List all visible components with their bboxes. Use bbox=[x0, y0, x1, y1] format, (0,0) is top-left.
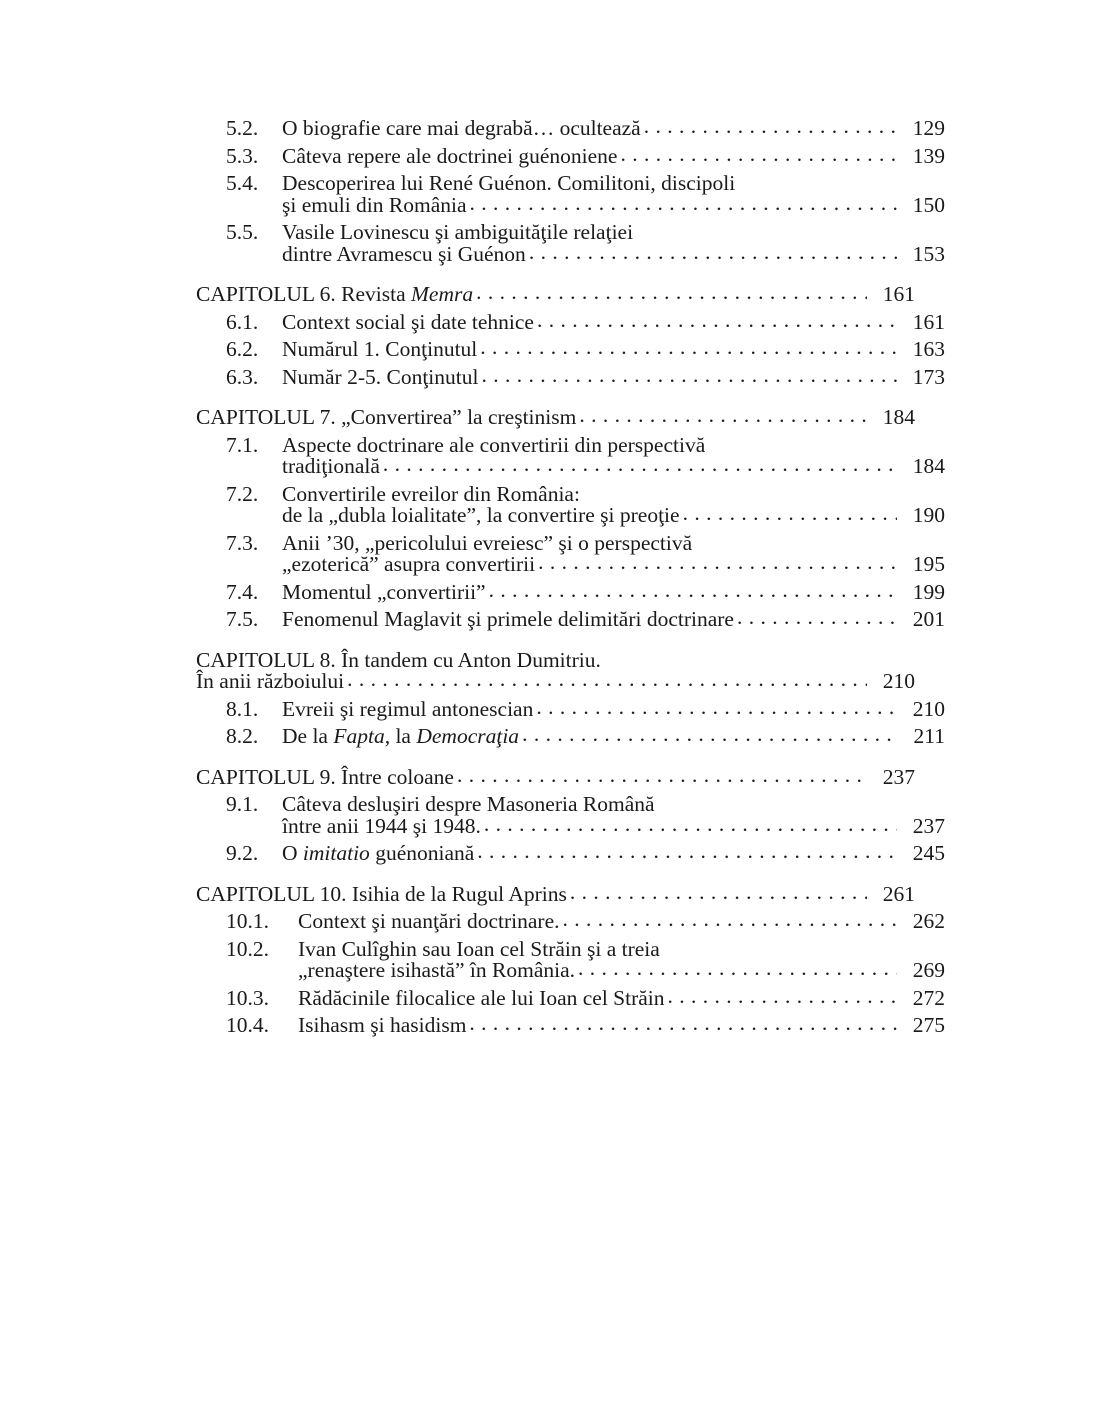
toc-entry-title: tradiţională bbox=[282, 454, 380, 478]
toc-section-entry[interactable] bbox=[196, 841, 945, 865]
toc-line bbox=[196, 936, 945, 961]
toc-section-entry[interactable] bbox=[196, 696, 945, 721]
toc-entry-number: 6.3. bbox=[226, 364, 259, 389]
toc-entry-title: CAPITOLUL 9. Între coloane bbox=[196, 764, 454, 789]
toc-entry-title: Aspecte doctrinare ale convertirii din perspectivă bbox=[282, 432, 706, 457]
toc-line bbox=[196, 579, 945, 604]
toc-section-entry[interactable] bbox=[196, 607, 945, 631]
toc-entry-title: Momentul „convertirii” bbox=[282, 579, 486, 604]
dot-leader bbox=[477, 841, 897, 863]
toc-entry-title: Vasile Lovinescu şi ambiguităţile relaţiei bbox=[282, 220, 634, 244]
toc-section-entry[interactable] bbox=[196, 143, 945, 168]
toc-entry-number: 5.4. bbox=[226, 171, 259, 195]
toc-entry-number: 7.1. bbox=[226, 432, 259, 457]
toc-entry-title: Isihasm şi hasidism bbox=[298, 1013, 467, 1037]
toc-entry-title: Evreii şi regimul antonescian bbox=[282, 696, 534, 721]
toc-page-number: 161 bbox=[882, 282, 915, 306]
toc-page-number: 237 bbox=[912, 813, 945, 838]
toc-line bbox=[196, 284, 915, 306]
toc-section-entry[interactable] bbox=[196, 337, 945, 361]
toc-line bbox=[196, 881, 915, 906]
toc-line bbox=[196, 554, 945, 576]
toc-entry-title: CAPITOLUL 8. În tandem cu Anton Dumitriu. bbox=[196, 647, 601, 672]
dot-leader bbox=[484, 814, 897, 836]
dot-leader bbox=[578, 958, 897, 980]
toc-line bbox=[196, 505, 945, 527]
toc-page-number: 245 bbox=[912, 841, 945, 865]
toc-line bbox=[196, 794, 945, 816]
toc-entry-title: dintre Avramescu şi Guénon bbox=[282, 241, 526, 266]
dot-leader bbox=[570, 882, 867, 904]
toc-entry-title: CAPITOLUL 10. Isihia de la Rugul Aprins bbox=[196, 881, 567, 906]
toc-entry-title: În anii războiului bbox=[196, 669, 345, 693]
dot-leader bbox=[620, 144, 897, 166]
toc-entry-title: CAPITOLUL 6. Revista Memra bbox=[196, 282, 474, 306]
toc-entry-number: 8.1. bbox=[226, 696, 259, 721]
toc-page-number: 199 bbox=[912, 579, 945, 604]
dot-leader bbox=[563, 909, 897, 931]
dot-leader bbox=[469, 1013, 897, 1035]
toc-line bbox=[196, 530, 945, 555]
toc-page-number: 201 bbox=[912, 607, 945, 631]
toc-line bbox=[196, 647, 915, 672]
toc-entry-title: de la „dubla loialitate”, la convertire şi preoţie bbox=[282, 503, 680, 527]
toc-line bbox=[196, 143, 945, 168]
toc-line bbox=[196, 364, 945, 389]
toc-page-number: 163 bbox=[912, 337, 945, 361]
toc-entry-title: „ezoterică” asupra convertirii bbox=[282, 552, 536, 576]
toc-line bbox=[196, 222, 945, 244]
toc-title-italic: Memra bbox=[411, 282, 474, 306]
toc-entry-title: Descoperirea lui René Guénon. Comilitoni, discipoli bbox=[282, 171, 736, 195]
toc-section-entry[interactable] bbox=[196, 936, 945, 982]
toc-line bbox=[196, 432, 945, 457]
toc-chapter-entry[interactable] bbox=[196, 764, 915, 789]
dot-leader bbox=[476, 282, 867, 304]
toc-page-number: 195 bbox=[912, 552, 945, 576]
toc-line bbox=[196, 764, 915, 789]
toc-page-number: 275 bbox=[912, 1013, 945, 1037]
toc-line bbox=[196, 960, 945, 982]
toc-page-number: 129 bbox=[912, 116, 945, 140]
toc-entry-number: 9.1. bbox=[226, 792, 259, 816]
toc-section-entry[interactable] bbox=[196, 432, 945, 478]
toc-entry-title: Număr 2-5. Conţinutul bbox=[282, 364, 479, 389]
dot-leader bbox=[481, 365, 897, 387]
toc-entry-number: 9.2. bbox=[226, 841, 259, 865]
toc-section-entry[interactable] bbox=[196, 724, 945, 748]
toc-page-number: 272 bbox=[912, 985, 945, 1010]
toc-entry-number: 7.2. bbox=[226, 481, 259, 506]
table-of-contents bbox=[196, 116, 945, 1037]
toc-section-entry[interactable] bbox=[196, 985, 945, 1010]
toc-page-number: 139 bbox=[912, 143, 945, 168]
dot-leader bbox=[522, 724, 897, 746]
dot-leader bbox=[538, 552, 897, 574]
dot-leader bbox=[683, 503, 897, 525]
toc-page-number: 184 bbox=[912, 454, 945, 478]
toc-entry-number: 8.2. bbox=[226, 724, 259, 748]
toc-entry-title: De la Fapta, la Democraţia bbox=[282, 724, 520, 748]
toc-line bbox=[196, 339, 945, 361]
toc-section-entry[interactable] bbox=[196, 909, 945, 933]
toc-entry-title: Câteva repere ale doctrinei guénoniene bbox=[282, 143, 618, 168]
toc-section-entry[interactable] bbox=[196, 481, 945, 527]
toc-page-number: 173 bbox=[912, 364, 945, 389]
toc-line bbox=[196, 813, 945, 838]
toc-line bbox=[196, 118, 945, 140]
toc-section-entry[interactable] bbox=[196, 171, 945, 217]
dot-leader bbox=[644, 116, 897, 138]
toc-section-entry[interactable] bbox=[196, 116, 945, 140]
toc-entry-number: 7.3. bbox=[226, 530, 259, 555]
toc-line bbox=[196, 1015, 945, 1037]
toc-page-number: 190 bbox=[912, 503, 945, 527]
toc-section-entry[interactable] bbox=[196, 309, 945, 334]
dot-leader bbox=[529, 242, 897, 264]
toc-line bbox=[196, 192, 945, 217]
toc-entry-title: Context şi nuanţări doctrinare. bbox=[298, 909, 560, 933]
toc-entry-title: Numărul 1. Conţinutul bbox=[282, 337, 478, 361]
toc-line bbox=[196, 671, 915, 693]
toc-entry-title: Ivan Culîghin sau Ioan cel Străin şi a treia bbox=[298, 936, 660, 961]
toc-section-entry[interactable] bbox=[196, 530, 945, 576]
toc-section-entry[interactable] bbox=[196, 792, 945, 838]
toc-chapter-entry[interactable] bbox=[196, 881, 915, 906]
toc-page-number: 262 bbox=[912, 909, 945, 933]
dot-leader bbox=[383, 454, 897, 476]
toc-entry-number: 10.4. bbox=[226, 1013, 269, 1037]
toc-line bbox=[196, 609, 945, 631]
toc-section-entry[interactable] bbox=[196, 364, 945, 389]
toc-line bbox=[196, 726, 945, 748]
toc-page-number: 184 bbox=[882, 405, 915, 429]
dot-leader bbox=[457, 765, 867, 787]
toc-entry-number: 6.1. bbox=[226, 309, 259, 334]
toc-entry-title: între anii 1944 şi 1948. bbox=[282, 813, 481, 838]
toc-entry-title: O biografie care mai degrabă… ocultează bbox=[282, 116, 641, 140]
toc-entry-number: 10.3. bbox=[226, 985, 269, 1010]
dot-leader bbox=[537, 310, 897, 332]
toc-entry-number: 10.1. bbox=[226, 909, 269, 933]
toc-line bbox=[196, 696, 945, 721]
toc-entry-number: 7.5. bbox=[226, 607, 259, 631]
toc-entry-title: Fenomenul Maglavit şi primele delimitări doctrinare bbox=[282, 607, 734, 631]
toc-entry-number: 5.5. bbox=[226, 220, 259, 244]
toc-entry-title: Anii ’30, „pericolului evreiesc” şi o perspectivă bbox=[282, 530, 693, 555]
toc-section-entry[interactable] bbox=[196, 220, 945, 266]
toc-page-number: 210 bbox=[882, 669, 915, 693]
toc-entry-title: Rădăcinile filocalice ale lui Ioan cel Străin bbox=[298, 985, 665, 1010]
toc-page-number: 211 bbox=[913, 724, 945, 748]
toc-section-entry[interactable] bbox=[196, 1013, 945, 1037]
toc-chapter-entry[interactable] bbox=[196, 284, 915, 306]
toc-page-number: 161 bbox=[912, 309, 945, 334]
toc-line bbox=[196, 309, 945, 334]
toc-line bbox=[196, 481, 945, 506]
toc-chapter-entry[interactable] bbox=[196, 647, 915, 693]
toc-section-entry[interactable] bbox=[196, 579, 945, 604]
toc-line bbox=[196, 843, 945, 865]
toc-entry-title: O imitatio guénoniană bbox=[282, 841, 475, 865]
toc-title-italic: Democraţia bbox=[416, 724, 520, 748]
toc-page-number: 153 bbox=[912, 241, 945, 266]
toc-page-number: 210 bbox=[912, 696, 945, 721]
toc-entry-title: Câteva desluşiri despre Masoneria Română bbox=[282, 792, 655, 816]
dot-leader bbox=[579, 405, 867, 427]
toc-entry-title: şi emuli din România bbox=[282, 192, 467, 217]
toc-entry-title: Convertirile evreilor din România: bbox=[282, 481, 580, 506]
dot-leader bbox=[347, 669, 867, 691]
toc-page-number: 150 bbox=[912, 192, 945, 217]
toc-entry-number: 5.3. bbox=[226, 143, 259, 168]
toc-line bbox=[196, 456, 945, 478]
toc-entry-title: CAPITOLUL 7. „Convertirea” la creştinism bbox=[196, 405, 577, 429]
toc-entry-number: 10.2. bbox=[226, 936, 269, 961]
toc-page-number: 269 bbox=[912, 958, 945, 982]
toc-line bbox=[196, 985, 945, 1010]
dot-leader bbox=[536, 697, 897, 719]
toc-page-number: 237 bbox=[882, 764, 915, 789]
toc-entry-number: 6.2. bbox=[226, 337, 259, 361]
toc-entry-number: 7.4. bbox=[226, 579, 259, 604]
toc-line bbox=[196, 407, 915, 429]
dot-leader bbox=[489, 580, 897, 602]
toc-line bbox=[196, 911, 945, 933]
toc-line bbox=[196, 241, 945, 266]
toc-line bbox=[196, 173, 945, 195]
toc-title-italic: imitatio bbox=[302, 841, 370, 865]
dot-leader bbox=[668, 986, 897, 1008]
toc-entry-number: 5.2. bbox=[226, 116, 259, 140]
toc-entry-title: „renaştere isihastă” în România. bbox=[298, 958, 576, 982]
toc-title-italic: Fapta bbox=[333, 724, 385, 748]
dot-leader bbox=[470, 193, 897, 215]
toc-entry-title: Context social şi date tehnice bbox=[282, 309, 534, 334]
dot-leader bbox=[480, 337, 897, 359]
toc-page-number: 261 bbox=[882, 881, 915, 906]
dot-leader bbox=[737, 607, 897, 629]
toc-chapter-entry[interactable] bbox=[196, 407, 915, 429]
